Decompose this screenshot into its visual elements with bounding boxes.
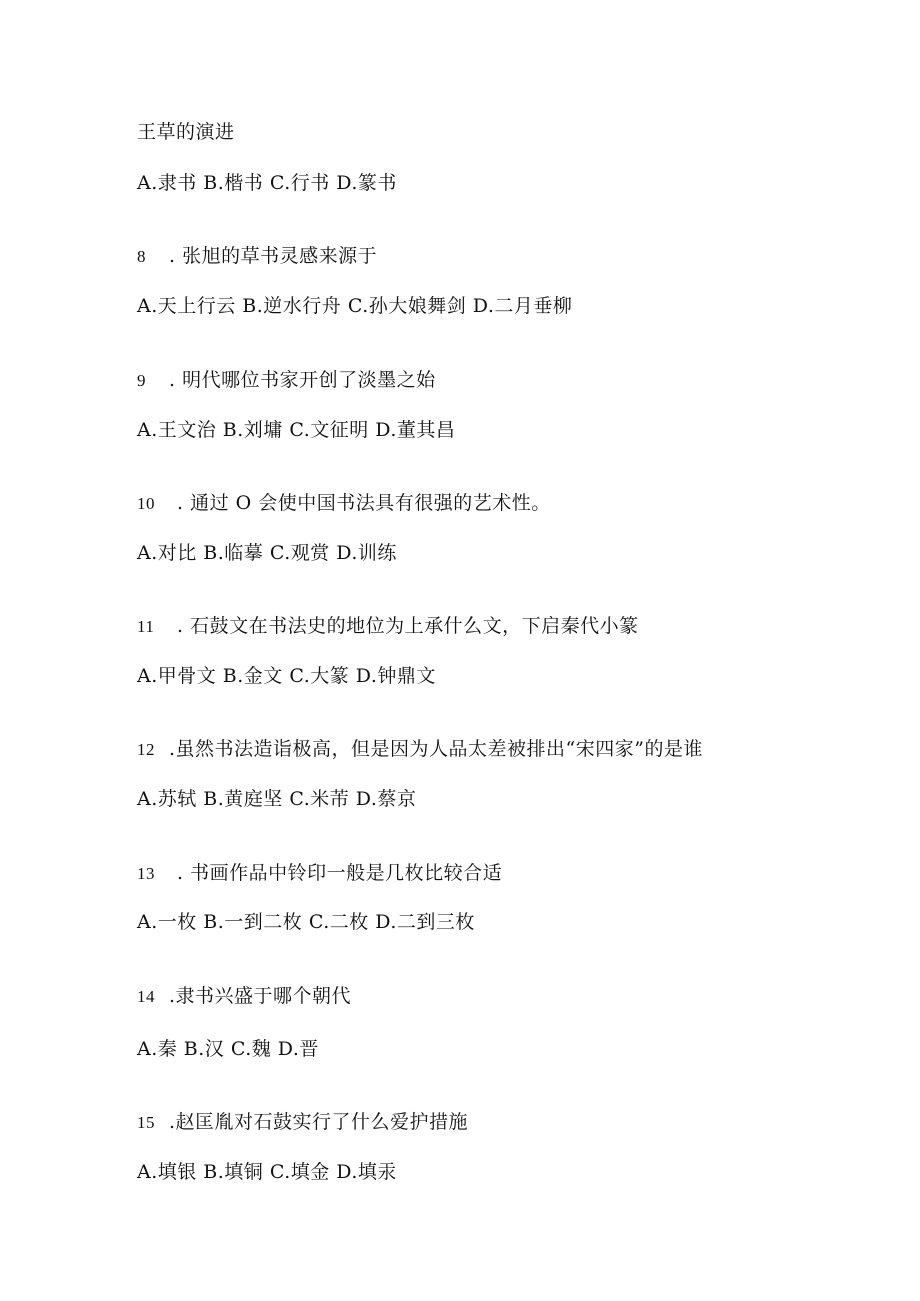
options-text: A.秦 B.汉 C.魏 D.晋	[137, 1038, 319, 1060]
question-11-options	[137, 664, 436, 688]
question-9-options	[137, 418, 455, 442]
question-15-options	[137, 1160, 397, 1184]
question-13	[137, 861, 502, 886]
question-text: 王草的演进	[137, 121, 235, 143]
question-number: 9	[137, 371, 146, 390]
question-7-tail	[137, 120, 235, 144]
question-13-options	[137, 910, 475, 934]
question-11	[137, 614, 639, 639]
question-8-options	[137, 294, 572, 318]
question-number: 11	[137, 617, 155, 636]
question-10	[137, 491, 551, 516]
question-number: 8	[137, 247, 146, 266]
question-text: . 张旭的草书灵感来源于	[169, 245, 378, 267]
options-text: A.王文治 B.刘墉 C.文征明 D.董其昌	[137, 419, 456, 441]
question-text: . 石鼓文在书法史的地位为上承什么文，下启秦代小篆	[177, 615, 639, 637]
question-12-options	[137, 787, 416, 811]
options-text: A.甲骨文 B.金文 C.大篆 D.钟鼎文	[137, 665, 436, 687]
question-10-options	[137, 541, 397, 565]
options-text: A.填银 B.填铜 C.填金 D.填汞	[137, 1161, 397, 1183]
question-14-options	[137, 1037, 319, 1061]
question-number: 12	[137, 740, 155, 759]
question-12	[137, 737, 703, 762]
question-8	[137, 244, 377, 269]
question-number: 14	[137, 987, 155, 1006]
question-15	[137, 1110, 468, 1135]
question-text: .隶书兴盛于哪个朝代	[169, 985, 352, 1007]
question-number: 10	[137, 494, 155, 513]
options-text: A.对比 B.临摹 C.观赏 D.训练	[137, 542, 397, 564]
options-text: A.一枚 B.一到二枚 C.二枚 D.二到三枚	[137, 911, 475, 933]
question-text: . 通过 O 会使中国书法具有很强的艺术性。	[177, 492, 551, 514]
options-text: A.天上行云 B.逆水行舟 C.孙大娘舞剑 D.二月垂柳	[137, 295, 573, 317]
question-number: 13	[137, 864, 155, 883]
options-text: A.隶书 B.楷书 C.行书 D.篆书	[137, 172, 397, 194]
options-text: A.苏轼 B.黄庭坚 C.米芾 D.蔡京	[137, 788, 417, 810]
question-9	[137, 368, 436, 393]
question-text: .赵匡胤对石鼓实行了什么爱护措施	[169, 1111, 469, 1133]
question-text: . 书画作品中铃印一般是几枚比较合适	[177, 862, 503, 884]
question-number: 15	[137, 1113, 155, 1132]
question-text: .虽然书法造诣极高，但是因为人品太差被排出“宋四家”的是谁	[169, 738, 703, 760]
question-7-options	[137, 171, 397, 195]
question-text: . 明代哪位书家开创了淡墨之始	[169, 369, 436, 391]
question-14	[137, 984, 351, 1009]
